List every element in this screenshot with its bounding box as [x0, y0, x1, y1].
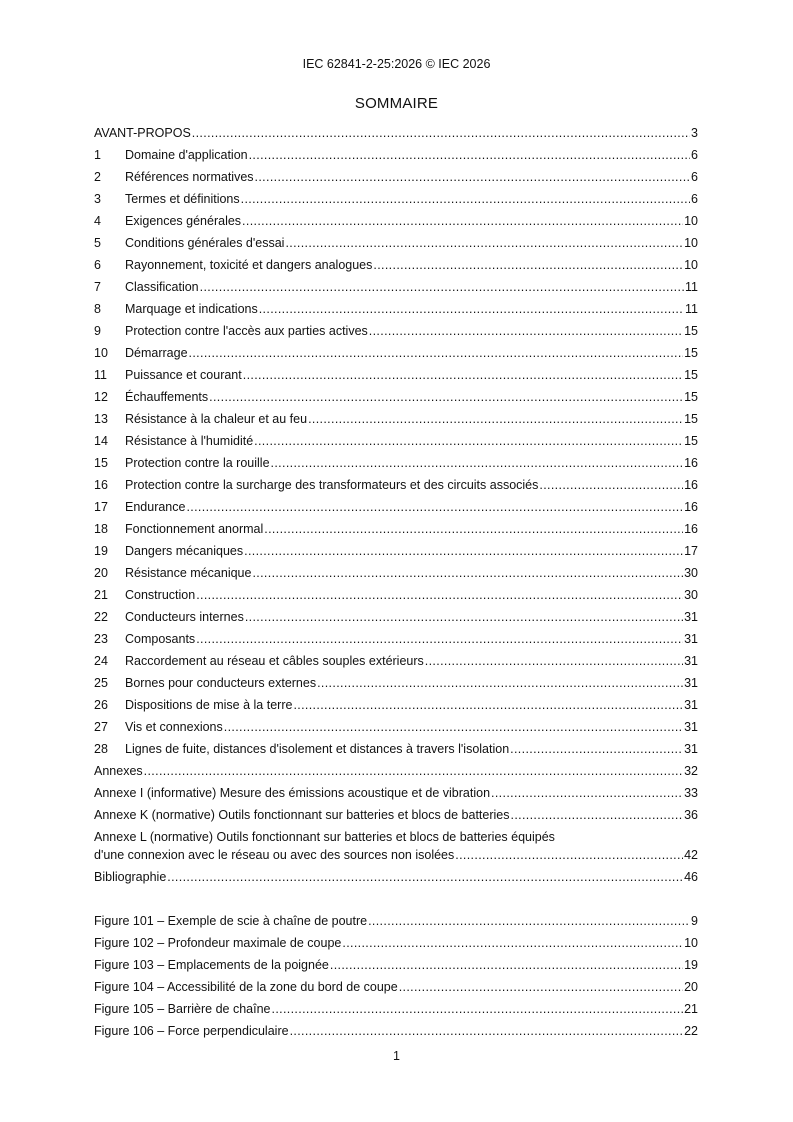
toc-entry[interactable]	[94, 147, 698, 163]
toc-entry-label: Rayonnement, toxicité et dangers analogues	[125, 258, 373, 272]
toc-entry-label: Bibliographie	[94, 870, 167, 884]
dot-leader	[455, 847, 683, 863]
toc-entry-label: Fonctionnement anormal	[125, 522, 264, 536]
dot-leader	[209, 389, 683, 405]
toc-entry[interactable]	[94, 125, 698, 141]
toc-entry-page: 15	[684, 324, 698, 338]
dot-leader	[317, 675, 683, 691]
page-header: IEC 62841-2-25:2026 © IEC 2026	[302, 57, 491, 71]
dot-leader	[254, 433, 683, 449]
toc-entry[interactable]	[94, 345, 698, 361]
toc-entry-number: 6	[94, 258, 101, 272]
toc-entry-page: 31	[684, 654, 698, 668]
dot-leader	[144, 763, 683, 779]
toc-entry-label: Annexes	[94, 764, 143, 778]
dot-leader	[242, 213, 683, 229]
toc-entry-page: 31	[684, 632, 698, 646]
dot-leader	[252, 565, 683, 581]
dot-leader	[245, 609, 683, 625]
dot-leader	[186, 499, 683, 515]
toc-entry-number: 27	[94, 720, 108, 734]
dot-leader	[200, 279, 684, 295]
toc-entry-page: 33	[684, 786, 698, 800]
toc-entry-page: 3	[691, 126, 698, 140]
toc-entry[interactable]	[94, 191, 698, 207]
dot-leader	[510, 741, 683, 757]
toc-entry[interactable]	[94, 719, 698, 735]
toc-entry-number: 12	[94, 390, 108, 404]
toc-entry-number: 3	[94, 192, 101, 206]
toc-entry[interactable]	[94, 565, 698, 581]
toc-entry-number: 23	[94, 632, 108, 646]
toc-entry-page: 6	[691, 192, 698, 206]
toc-entry-label: Références normatives	[125, 170, 254, 184]
toc-entry-number: 19	[94, 544, 108, 558]
toc-entry-label: Figure 102 – Profondeur maximale de coupe	[94, 936, 342, 950]
toc-entry[interactable]	[94, 979, 698, 995]
toc-entry-label: Lignes de fuite, distances d'isolement et distances à travers l'isolation	[125, 742, 510, 756]
toc-entry-number: 26	[94, 698, 108, 712]
dot-leader	[243, 367, 683, 383]
toc-entry-label: Conditions générales d'essai	[125, 236, 285, 250]
toc-entry[interactable]	[94, 1023, 698, 1039]
toc-entry-page: 6	[691, 170, 698, 184]
toc-entry-page: 6	[691, 148, 698, 162]
toc-entry-number: 13	[94, 412, 108, 426]
toc-entry[interactable]	[94, 763, 698, 779]
dot-leader	[241, 191, 690, 207]
toc-entry[interactable]	[94, 411, 698, 427]
toc-entry-page: 30	[684, 588, 698, 602]
toc-entry-number: 16	[94, 478, 108, 492]
toc-entry[interactable]	[94, 587, 698, 603]
toc-entry-number: 25	[94, 676, 108, 690]
toc-entry-page: 16	[684, 522, 698, 536]
toc-entry-number: 9	[94, 324, 101, 338]
dot-leader	[368, 913, 690, 929]
toc-entry[interactable]	[94, 521, 698, 537]
toc-entry-page: 16	[684, 500, 698, 514]
toc-entry[interactable]	[94, 913, 698, 929]
toc-entry-page: 15	[684, 434, 698, 448]
toc-entry-page: 10	[684, 236, 698, 250]
toc-entry-page: 31	[684, 742, 698, 756]
toc-entry-page: 21	[684, 1002, 698, 1016]
toc-entry-number: 15	[94, 456, 108, 470]
toc-entry-label: Exigences générales	[125, 214, 242, 228]
toc-entry-page: 9	[691, 914, 698, 928]
toc-entry-label: Dangers mécaniques	[125, 544, 244, 558]
toc-entry-number: 28	[94, 742, 108, 756]
toc-entry-page: 22	[684, 1024, 698, 1038]
toc-entry[interactable]	[94, 301, 698, 317]
dot-leader	[264, 521, 683, 537]
toc-entry-label: Vis et connexions	[125, 720, 223, 734]
toc-entry-label: Puissance et courant	[125, 368, 242, 382]
toc-entry-label: Annexe K (normative) Outils fonctionnant sur batteries et blocs de batteries	[94, 808, 510, 822]
dot-leader	[293, 697, 683, 713]
toc-entry-page: 16	[684, 478, 698, 492]
toc-entry[interactable]	[94, 433, 698, 449]
toc-entry-label: Résistance à la chaleur et au feu	[125, 412, 308, 426]
dot-leader	[491, 785, 683, 801]
toc-entry[interactable]	[94, 741, 698, 757]
toc-entry-label: Endurance	[125, 500, 186, 514]
toc-entry-page: 31	[684, 676, 698, 690]
dot-leader	[511, 807, 684, 823]
dot-leader	[539, 477, 683, 493]
dot-leader	[425, 653, 683, 669]
toc-entry-label: Figure 104 – Accessibilité de la zone du bord de coupe	[94, 980, 398, 994]
toc-entry-page: 10	[684, 936, 698, 950]
toc-entry-page: 31	[684, 610, 698, 624]
toc-entry-label: Annexe L (normative) Outils fonctionnant sur batteries et blocs de batteries équipés	[94, 830, 555, 844]
dot-leader	[196, 631, 683, 647]
toc-entry[interactable]	[94, 389, 698, 405]
toc-entry-number: 18	[94, 522, 108, 536]
dot-leader	[244, 543, 683, 559]
toc-entry-number: 17	[94, 500, 108, 514]
dot-leader	[259, 301, 684, 317]
toc-entry-page: 20	[684, 980, 698, 994]
dot-leader	[189, 345, 684, 361]
toc-entry-number: 10	[94, 346, 108, 360]
toc-entry-number: 24	[94, 654, 108, 668]
toc-entry[interactable]	[94, 543, 698, 559]
toc-entry-label: Figure 101 – Exemple de scie à chaîne de poutre	[94, 914, 368, 928]
toc-entry-page: 15	[684, 368, 698, 382]
toc-entry[interactable]	[94, 653, 698, 669]
dot-leader	[255, 169, 691, 185]
toc-entry[interactable]	[94, 323, 698, 339]
toc-entry[interactable]	[94, 785, 698, 801]
toc-entry-page: 19	[684, 958, 698, 972]
toc-entry-number: 14	[94, 434, 108, 448]
dot-leader	[272, 1001, 684, 1017]
toc-entry-number: 20	[94, 566, 108, 580]
toc-entry-annex-l[interactable]	[94, 829, 698, 863]
toc-entry-page: 10	[684, 214, 698, 228]
toc-entry-label: Figure 105 – Barrière de chaîne	[94, 1002, 271, 1016]
toc-entry-label: Composants	[125, 632, 196, 646]
toc-entry[interactable]	[94, 279, 698, 295]
dot-leader	[330, 957, 683, 973]
dot-leader	[342, 935, 683, 951]
dot-leader	[373, 257, 683, 273]
dot-leader	[399, 979, 683, 995]
toc-entry[interactable]	[94, 957, 698, 973]
dot-leader	[308, 411, 683, 427]
toc-entry-label: Raccordement au réseau et câbles souples extérieurs	[125, 654, 424, 668]
toc-entry-label: Classification	[125, 280, 199, 294]
toc-entry-number: 2	[94, 170, 101, 184]
toc-entry-number: 11	[94, 368, 107, 382]
toc-entry-page: 15	[684, 412, 698, 426]
toc-entry[interactable]	[94, 807, 698, 823]
toc-entry-page: 36	[684, 808, 698, 822]
dot-leader	[224, 719, 683, 735]
toc-entry-label: Résistance à l'humidité	[125, 434, 254, 448]
toc-entry-number: 22	[94, 610, 108, 624]
toc-entry-number: 4	[94, 214, 101, 228]
toc-entry[interactable]	[94, 675, 698, 691]
toc-entry-page: 32	[684, 764, 698, 778]
dot-leader	[271, 455, 684, 471]
toc-entry-label: Conducteurs internes	[125, 610, 244, 624]
dot-leader	[249, 147, 690, 163]
toc-entry-page: 46	[684, 870, 698, 884]
dot-leader	[192, 125, 690, 141]
toc-entry[interactable]	[94, 609, 698, 625]
toc-entry-number: 21	[94, 588, 108, 602]
toc-entry-label: Échauffements	[125, 390, 209, 404]
toc-entry[interactable]	[94, 213, 698, 229]
dot-leader	[167, 869, 683, 885]
toc-entry-page: 31	[684, 720, 698, 734]
toc-entry[interactable]	[94, 455, 698, 471]
toc-entry[interactable]	[94, 367, 698, 383]
dot-leader	[196, 587, 683, 603]
toc-entry-number: 8	[94, 302, 101, 316]
toc-entry-label: Figure 106 – Force perpendiculaire	[94, 1024, 289, 1038]
toc-entry-label: Construction	[125, 588, 196, 602]
toc-entry-page: 10	[684, 258, 698, 272]
toc-entry-page: 11	[685, 280, 698, 294]
toc-entry-label: Termes et définitions	[125, 192, 240, 206]
toc-entry-label: Bornes pour conducteurs externes	[125, 676, 317, 690]
toc-entry-label: Domaine d'application	[125, 148, 248, 162]
page-title: SOMMAIRE	[354, 95, 439, 112]
toc-entry[interactable]	[94, 477, 698, 493]
toc-entry-page: 11	[685, 302, 698, 316]
toc-entry-label: Marquage et indications	[125, 302, 258, 316]
toc-entry-page: 42	[684, 848, 698, 862]
toc-entry[interactable]	[94, 169, 698, 185]
dot-leader	[285, 235, 683, 251]
toc-entry-label: Protection contre la surcharge des transformateurs et des circuits associés	[125, 478, 539, 492]
toc-entry[interactable]	[94, 499, 698, 515]
toc-entry-label: Démarrage	[125, 346, 188, 360]
page-number: 1	[393, 1049, 400, 1063]
toc-entry-page: 31	[684, 698, 698, 712]
toc-entry[interactable]	[94, 631, 698, 647]
toc-entry[interactable]	[94, 935, 698, 951]
toc-entry-page: 30	[684, 566, 698, 580]
toc-entry-label: Dispositions de mise à la terre	[125, 698, 293, 712]
toc-entry-number: 1	[94, 148, 101, 162]
toc-entry-label: Résistance mécanique	[125, 566, 252, 580]
dot-leader	[369, 323, 683, 339]
toc-entry-page: 17	[684, 544, 698, 558]
toc-entry-label: Annexe I (informative) Mesure des émissions acoustique et de vibration	[94, 786, 491, 800]
toc-entry[interactable]	[94, 235, 698, 251]
toc-entry-page: 16	[684, 456, 698, 470]
toc-entry[interactable]	[94, 869, 698, 885]
toc-entry-number: 5	[94, 236, 101, 250]
toc-entry-label: Figure 103 – Emplacements de la poignée	[94, 958, 329, 972]
toc-entry-label-continued: d'une connexion avec le réseau ou avec des sources non isolées	[94, 848, 455, 862]
toc-entry[interactable]	[94, 257, 698, 273]
toc-entry-number: 7	[94, 280, 101, 294]
toc-entry-label: Protection contre la rouille	[125, 456, 270, 470]
toc-entry-label: AVANT-PROPOS	[94, 126, 191, 140]
toc-entry-page: 15	[684, 346, 698, 360]
toc-entry-label: Protection contre l'accès aux parties actives	[125, 324, 368, 338]
toc-entry[interactable]	[94, 697, 698, 713]
toc-entry-page: 15	[684, 390, 698, 404]
toc-entry[interactable]	[94, 1001, 698, 1017]
dot-leader	[290, 1023, 684, 1039]
